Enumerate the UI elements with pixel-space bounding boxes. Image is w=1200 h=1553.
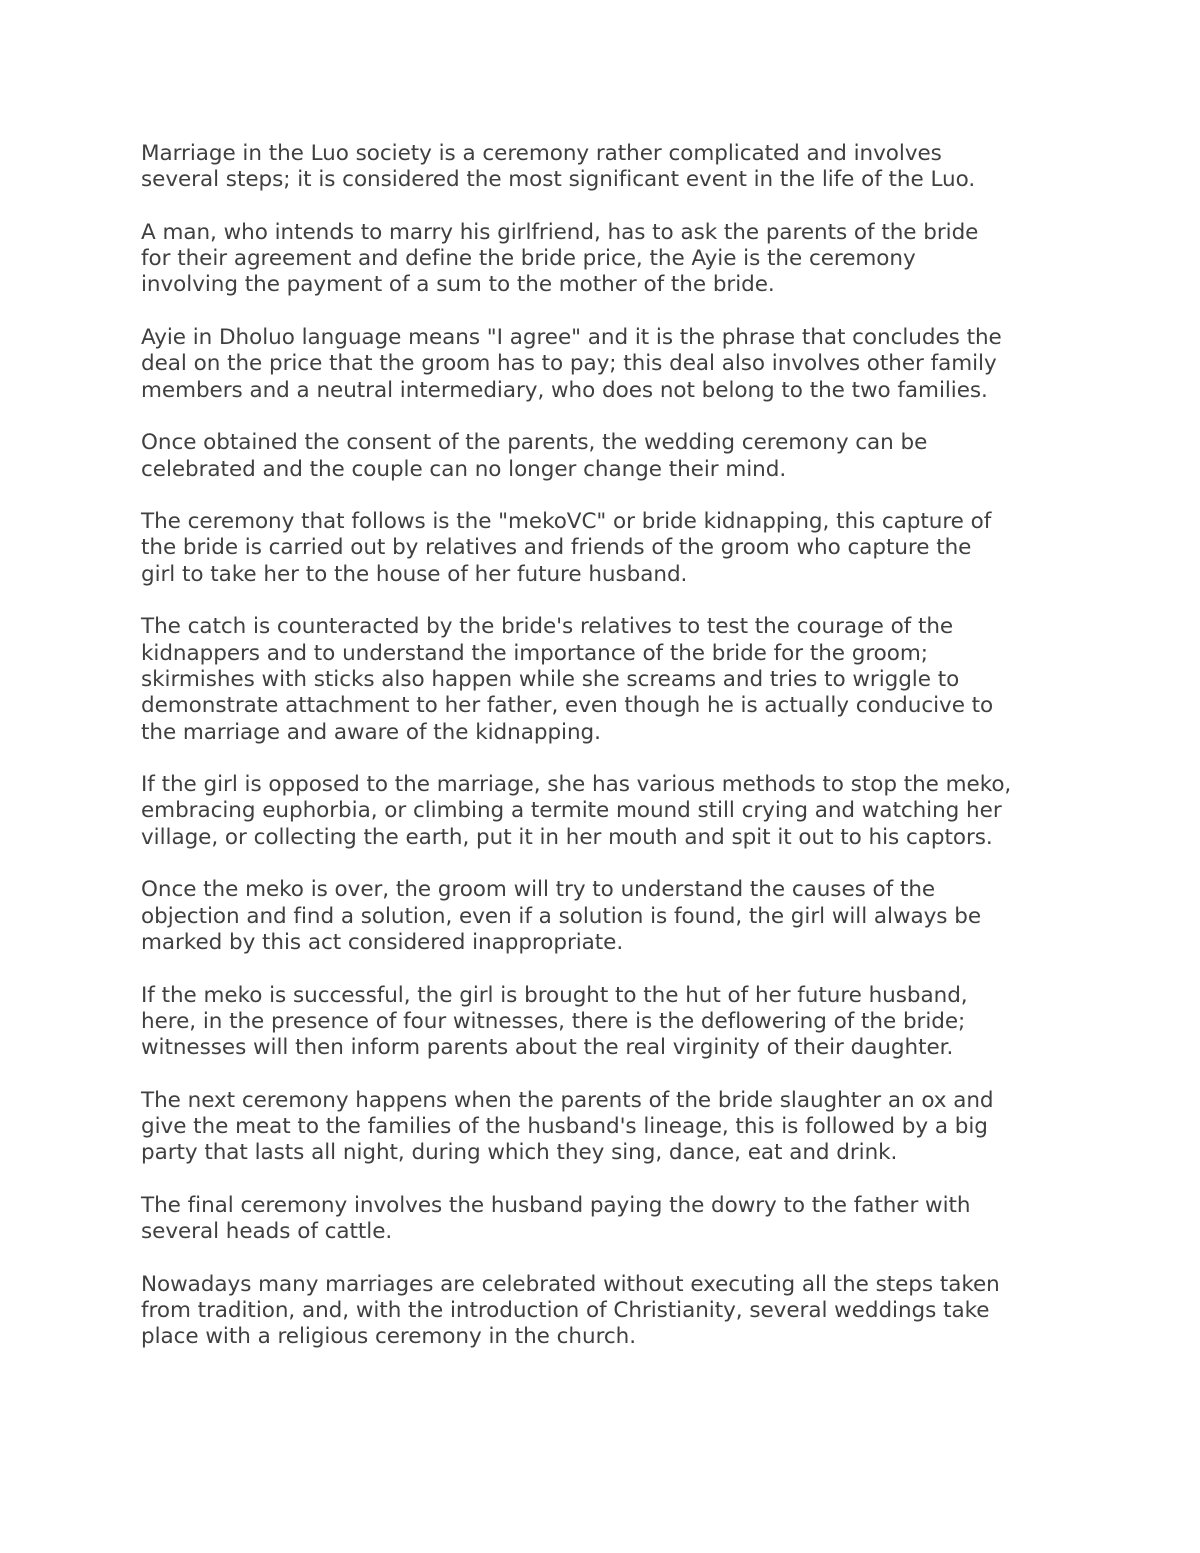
document-body [141,141,1061,1351]
paragraph-5: The ceremony that follows is the "mekoVC" or bride kidnapping, this capture of the bride is carried out by relatives and friends of the groom who capture the girl to take her to the house of her future husband. [141,509,992,587]
paragraph-7: If the girl is opposed to the marriage, she has various methods to stop the meko, embracing euphorbia, or climbing a termite mound still crying and watching her village, or collecting the earth, put it in her mouth and spit it out to his captors. [141,772,1012,850]
paragraph-3: Ayie in Dholuo language means "I agree" and it is the phrase that concludes the deal on the price that the groom has to pay; this deal also involves other family members and a neutral intermediary, who does not belong to the two families. [141,325,1002,403]
paragraph-2: A man, who intends to marry his girlfriend, has to ask the parents of the bride for their agreement and define the bride price, the Ayie is the ceremony involving the payment of a sum to the mother of the bride. [141,219,979,298]
paragraph-10: The next ceremony happens when the parents of the bride slaughter an ox and give the meat to the families of the husband's lineage, this is followed by a big party that lasts all night, during which they sing, dance, eat and drink. [141,1087,994,1166]
paragraph-6: The catch is counteracted by the bride's relatives to test the courage of the kidnappers and to understand the importance of the bride for the groom; skirmishes with sticks also happen while she screams and tries to wriggle to demonstrate attachment to her father, even though he is actually conducive to the marriage and aware of the kidnapping. [141,614,994,745]
paragraph-9: If the meko is successful, the girl is brought to the hut of her future husband, here, in the presence of four witnesses, there is the deflowering of the bride; witnesses will then inform parents about the real virginity of their daughter. [141,982,968,1061]
paragraph-8: Once the meko is over, the groom will try to understand the causes of the objection and find a solution, even if a solution is found, the girl will always be marked by this act considered inappropriate. [141,877,982,955]
paragraph-1: Marriage in the Luo society is a ceremony rather complicated and involves several steps; it is considered the most significant event in the life of the Luo. [141,141,976,193]
paragraph-12: Nowadays many marriages are celebrated without executing all the steps taken from tradition, and, with the introduction of Christianity, several weddings take place with a religious ceremony in the church. [141,1271,1000,1350]
paragraph-11: The final ceremony involves the husband paying the dowry to the father with several heads of cattle. [141,1192,971,1245]
paragraph-4: Once obtained the consent of the parents, the wedding ceremony can be celebrated and the couple can no longer change their mind. [141,430,928,482]
